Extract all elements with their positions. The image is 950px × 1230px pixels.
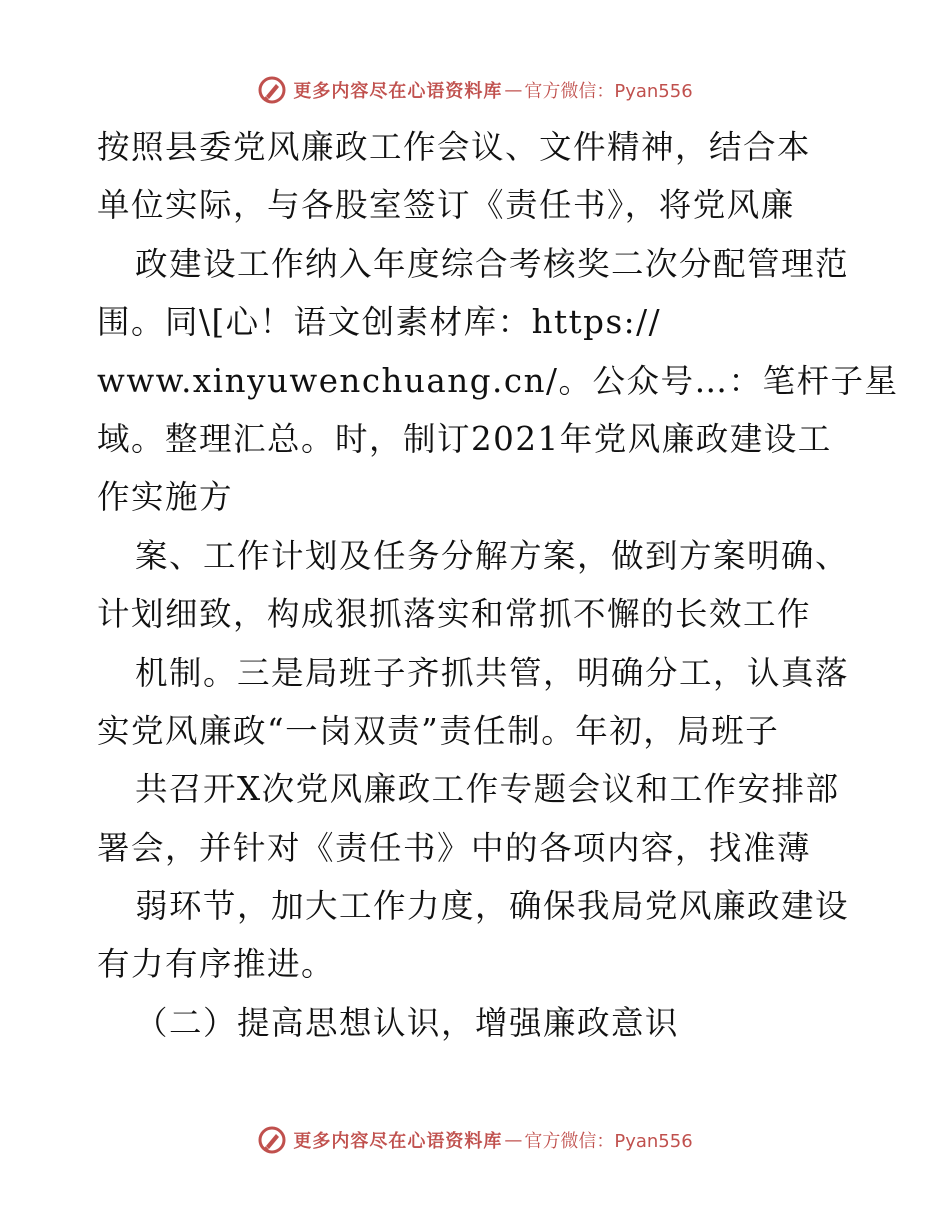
banner-brand-text: 更多内容尽在心语资料库	[293, 1131, 503, 1152]
text-line: 按照县委党风廉政工作会议、文件精神，结合本	[97, 128, 812, 166]
header-banner	[0, 70, 950, 110]
text-line: 共召开X次党风廉政工作专题会议和工作安排部	[135, 770, 840, 809]
text-line: 实党风廉政“一岗双责”责任制。年初，局班子	[97, 711, 780, 750]
text-line: 署会，并针对《责任书》中的各项内容，找准薄	[97, 828, 812, 867]
text-line: 单位实际，与各股室签订《责任书》，将党风廉	[97, 186, 795, 225]
text-line: 围。同\[心！语文创素材库：https://	[97, 303, 662, 342]
text-line: 政建设工作纳入年度综合考核奖二次分配管理范	[135, 244, 850, 283]
text-line: www.xinyuwenchuang.cn/。公众号…：笔杆子星	[97, 361, 899, 400]
banner-dash: —	[504, 79, 523, 101]
text-line: 域。整理汇总。时，制订2021年党风廉政建设工	[97, 419, 832, 458]
text-line: 弱环节，加大工作力度，确保我局党风廉政建设	[135, 887, 850, 926]
footer-banner	[0, 1120, 950, 1160]
text-line: 案、工作计划及任务分解方案，做到方案明确、	[135, 536, 850, 575]
banner-wechat-text: 官方微信：Pyan556	[524, 81, 693, 102]
text-line: 机制。三是局班子齐抓共管，明确分工，认真落	[135, 653, 850, 692]
pen-logo-icon	[257, 75, 287, 105]
banner-dash: —	[504, 1129, 523, 1151]
text-line: 有力有序推进。	[97, 945, 336, 984]
pen-logo-icon	[257, 1125, 287, 1155]
text-line: 计划细致，构成狠抓落实和常抓不懈的长效工作	[97, 595, 812, 634]
section-heading: （二）提高思想认识，增强廉政意识	[135, 1003, 680, 1042]
banner-brand-text: 更多内容尽在心语资料库	[293, 81, 503, 102]
banner-wechat-text: 官方微信：Pyan556	[524, 1131, 693, 1152]
text-line: 作实施方	[97, 478, 234, 517]
document-body	[97, 118, 899, 1052]
